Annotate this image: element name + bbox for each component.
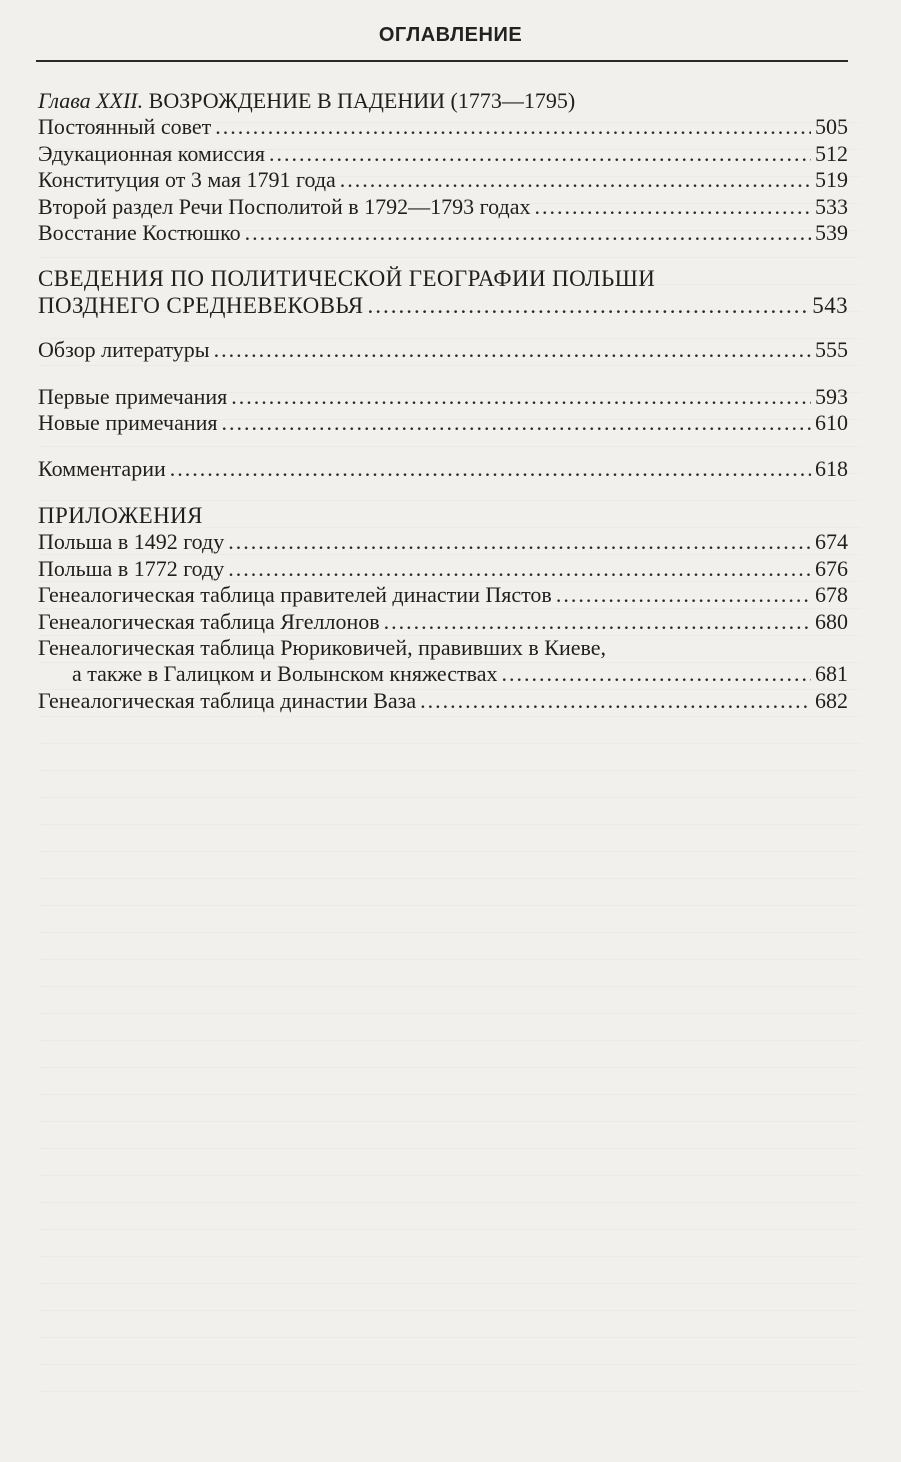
spacer	[38, 246, 848, 266]
toc-entry[interactable]	[38, 141, 848, 167]
leader-dots	[170, 456, 811, 482]
toc-entry-title: Комментарии	[38, 456, 166, 482]
toc-entry-title: Восстание Костюшко	[38, 220, 241, 246]
leader-dots	[420, 688, 811, 714]
leader-dots	[340, 167, 811, 193]
toc-entry-page: 519	[815, 167, 848, 193]
rurik-entry-line2: а также в Галицком и Волынском княжествах	[72, 661, 498, 687]
geo-heading-line2: ПОЗДНЕГО СРЕДНЕВЕКОВЬЯ	[38, 292, 364, 318]
toc-entry-page: 555	[815, 337, 848, 363]
leader-dots	[501, 661, 811, 687]
chapter-heading	[38, 88, 848, 114]
spacer	[38, 364, 848, 384]
leader-dots	[245, 220, 811, 246]
leader-dots	[384, 609, 811, 635]
toc-entry-title: Генеалогическая таблица Ягеллонов	[38, 608, 380, 634]
toc-entry-appendix[interactable]	[38, 609, 848, 635]
toc-entry-rurik[interactable]	[38, 661, 848, 687]
leader-dots	[214, 337, 811, 363]
toc-entry-page: 539	[815, 220, 848, 246]
toc-entry-page: 533	[815, 193, 848, 219]
chapter-title: ВОЗРОЖДЕНИЕ В ПАДЕНИИ (1773—1795)	[143, 88, 576, 113]
toc-entry-title: Генеалогическая таблица династии Ваза	[38, 687, 417, 713]
toc-entry-page: 674	[815, 529, 848, 555]
toc-entry-page: 682	[815, 687, 848, 713]
leader-dots	[228, 556, 811, 582]
toc-entry-title: Польша в 1772 году	[38, 555, 225, 581]
toc-entry-title: Конституция от 3 мая 1791 года	[38, 167, 336, 193]
leader-dots	[535, 194, 812, 220]
leader-dots	[222, 410, 811, 436]
toc-entry-title: Генеалогическая таблица правителей династии Пястов	[38, 582, 552, 608]
leader-dots	[368, 293, 809, 319]
toc-entry-page: 593	[815, 383, 848, 409]
spacer	[38, 483, 848, 503]
toc-entry-literature[interactable]	[38, 337, 848, 363]
leader-dots	[269, 141, 811, 167]
toc-entry-page: 681	[815, 661, 848, 687]
toc-entry-title: Первые примечания	[38, 383, 228, 409]
geo-heading-line1: СВЕДЕНИЯ ПО ПОЛИТИЧЕСКОЙ ГЕОГРАФИИ ПОЛЬШИ	[38, 266, 656, 292]
toc-entry-appendix[interactable]	[38, 556, 848, 582]
toc-entry-appendix[interactable]	[38, 688, 848, 714]
toc-entry-page: 543	[812, 292, 848, 318]
leader-dots	[231, 384, 811, 410]
rurik-entry-line1[interactable]: Генеалогическая таблица Рюриковичей, правивших в Киеве,	[38, 634, 607, 660]
chapter-number: Глава XXII.	[38, 88, 144, 113]
leader-dots	[556, 582, 811, 608]
header-rule	[36, 60, 848, 62]
spacer	[38, 319, 848, 337]
toc-entry-appendix[interactable]	[38, 582, 848, 608]
toc-entry-notes[interactable]	[38, 410, 848, 436]
toc-entry-title: Обзор литературы	[38, 337, 210, 363]
toc-entry-page: 610	[815, 410, 848, 436]
toc-entry[interactable]	[38, 194, 848, 220]
toc-entry-notes[interactable]	[38, 384, 848, 410]
toc-entry[interactable]	[38, 114, 848, 140]
toc-entry-appendix[interactable]	[38, 529, 848, 555]
toc-entry-title: Постоянный совет	[38, 114, 212, 140]
toc-entry-page: 680	[815, 608, 848, 634]
toc-entry-title: Польша в 1492 году	[38, 529, 225, 555]
toc-entry-title: Новые примечания	[38, 410, 218, 436]
appendix-heading: ПРИЛОЖЕНИЯ	[38, 502, 203, 528]
toc-entry-page: 678	[815, 582, 848, 608]
leader-dots	[228, 529, 811, 555]
toc-entry-title: Эдукационная комиссия	[38, 140, 266, 166]
toc-entry[interactable]	[38, 220, 848, 246]
leader-dots	[215, 114, 811, 140]
toc-entry-page: 505	[815, 114, 848, 140]
toc-entry[interactable]	[38, 167, 848, 193]
toc-entry-title: Второй раздел Речи Посполитой в 1792—1793 годах	[38, 193, 531, 219]
spacer	[38, 436, 848, 456]
table-of-contents	[38, 88, 848, 714]
toc-entry-geo[interactable]	[38, 293, 848, 319]
toc-entry-comments[interactable]	[38, 456, 848, 482]
toc-entry-page: 676	[815, 555, 848, 581]
toc-entry-page: 618	[815, 456, 848, 482]
running-header: ОГЛАВЛЕНИЕ	[378, 24, 523, 46]
toc-entry-page: 512	[815, 140, 848, 166]
